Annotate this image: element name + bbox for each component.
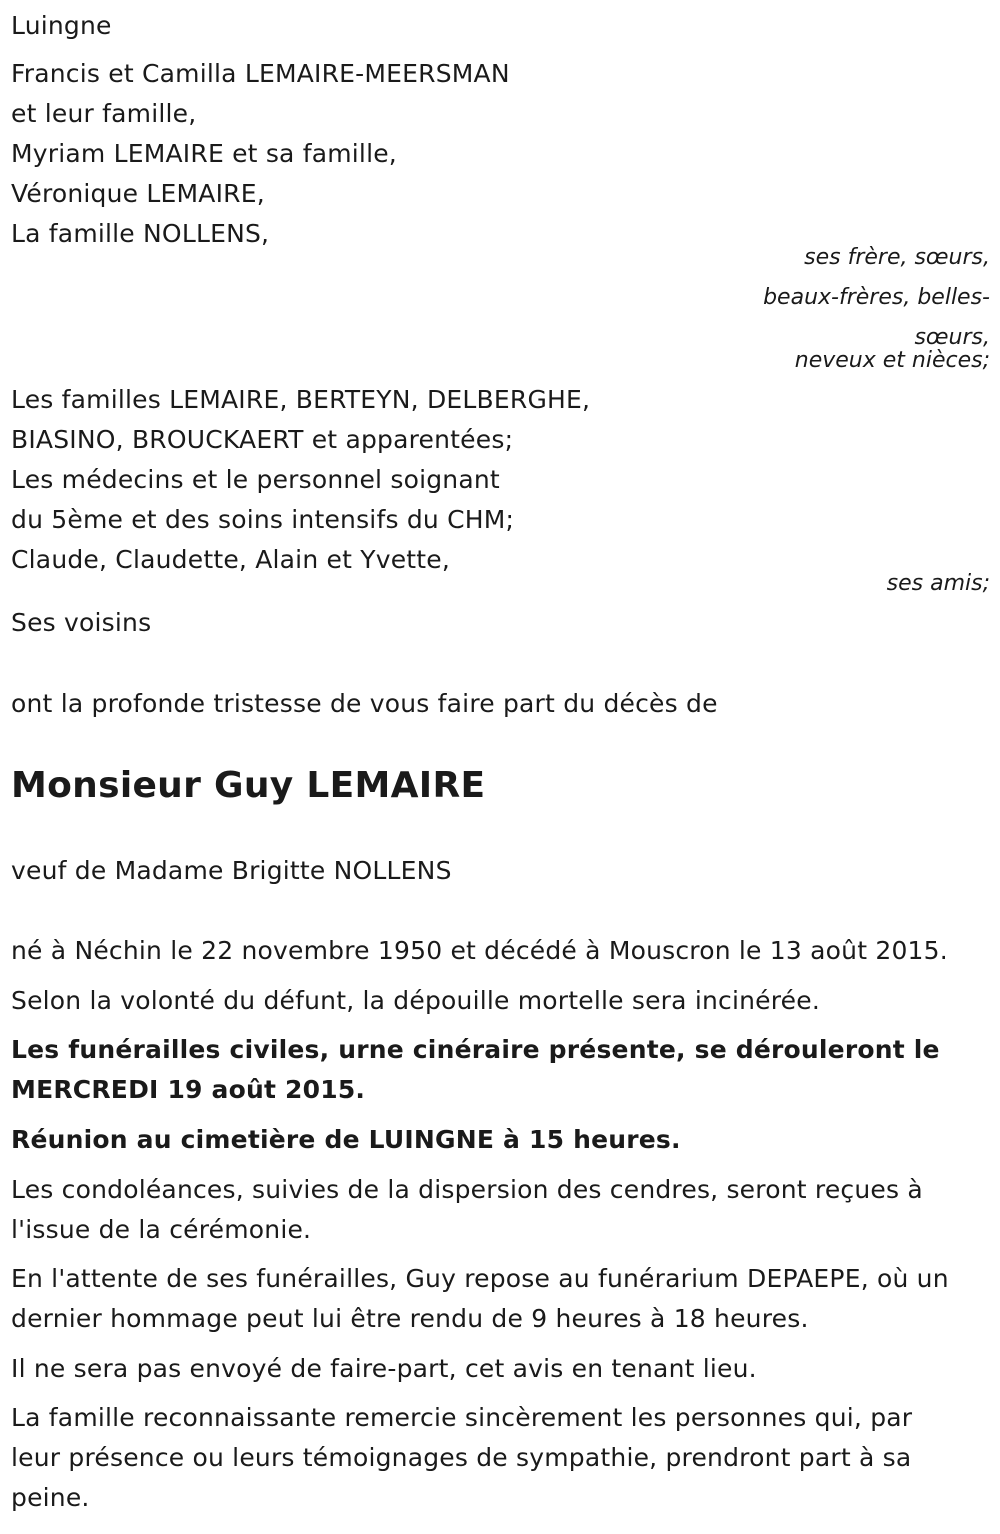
- condolences-line-2: l'issue de la cérémonie.: [11, 1215, 312, 1244]
- relation-in-laws-cont: sœurs,: [914, 325, 990, 350]
- relation-friends: ses amis;: [886, 571, 990, 596]
- family-line-5: La famille NOLLENS,: [11, 219, 270, 248]
- no-notice-line: Il ne sera pas envoyé de faire-part, cet avis en tenant lieu.: [11, 1354, 757, 1383]
- relation-nephews: neveux et nièces;: [794, 348, 990, 373]
- widower-line: veuf de Madame Brigitte NOLLENS: [11, 856, 452, 885]
- relation-in-laws: beaux-frères, belles-: [763, 285, 990, 310]
- announcement-line: ont la profonde tristesse de vous faire part du décès de: [11, 689, 718, 718]
- funeral-line-1: Les funérailles civiles, urne cinéraire présente, se dérouleront le: [11, 1035, 940, 1064]
- thanks-line-2: leur présence ou leurs témoignages de sympathie, prendront part à sa: [11, 1443, 912, 1472]
- funerarium-line-1: En l'attente de ses funérailles, Guy repose au funérarium DEPAEPE, où un: [11, 1264, 949, 1293]
- family-line-4: Véronique LEMAIRE,: [11, 179, 265, 208]
- family-line-3: Myriam LEMAIRE et sa famille,: [11, 139, 397, 168]
- funerarium-line-2: dernier hommage peut lui être rendu de 9 heures à 18 heures.: [11, 1304, 809, 1333]
- caregivers-line-2: du 5ème et des soins intensifs du CHM;: [11, 505, 515, 534]
- funeral-date-line: MERCREDI 19 août 2015.: [11, 1075, 366, 1104]
- family-line-6: Les familles LEMAIRE, BERTEYN, DELBERGHE,: [11, 385, 591, 414]
- deceased-name: Monsieur Guy LEMAIRE: [11, 765, 486, 806]
- condolences-line-1: Les condoléances, suivies de la dispersion des cendres, seront reçues à: [11, 1175, 923, 1204]
- cremation-line: Selon la volonté du défunt, la dépouille mortelle sera incinérée.: [11, 986, 820, 1015]
- neighbors-line: Ses voisins: [11, 608, 152, 637]
- thanks-line-1: La famille reconnaissante remercie sincèrement les personnes qui, par: [11, 1403, 913, 1432]
- relation-siblings: ses frère, sœurs,: [804, 245, 990, 270]
- location-line: Luingne: [11, 11, 112, 40]
- thanks-line-3: peine.: [11, 1483, 90, 1512]
- friends-line: Claude, Claudette, Alain et Yvette,: [11, 545, 451, 574]
- family-line-7: BIASINO, BROUCKAERT et apparentées;: [11, 425, 514, 454]
- birth-death-line: né à Néchin le 22 novembre 1950 et décédé à Mouscron le 13 août 2015.: [11, 936, 948, 965]
- caregivers-line-1: Les médecins et le personnel soignant: [11, 465, 500, 494]
- meeting-line: Réunion au cimetière de LUINGNE à 15 heures.: [11, 1125, 681, 1154]
- family-line-2: et leur famille,: [11, 99, 197, 128]
- family-line-1: Francis et Camilla LEMAIRE-MEERSMAN: [11, 59, 510, 88]
